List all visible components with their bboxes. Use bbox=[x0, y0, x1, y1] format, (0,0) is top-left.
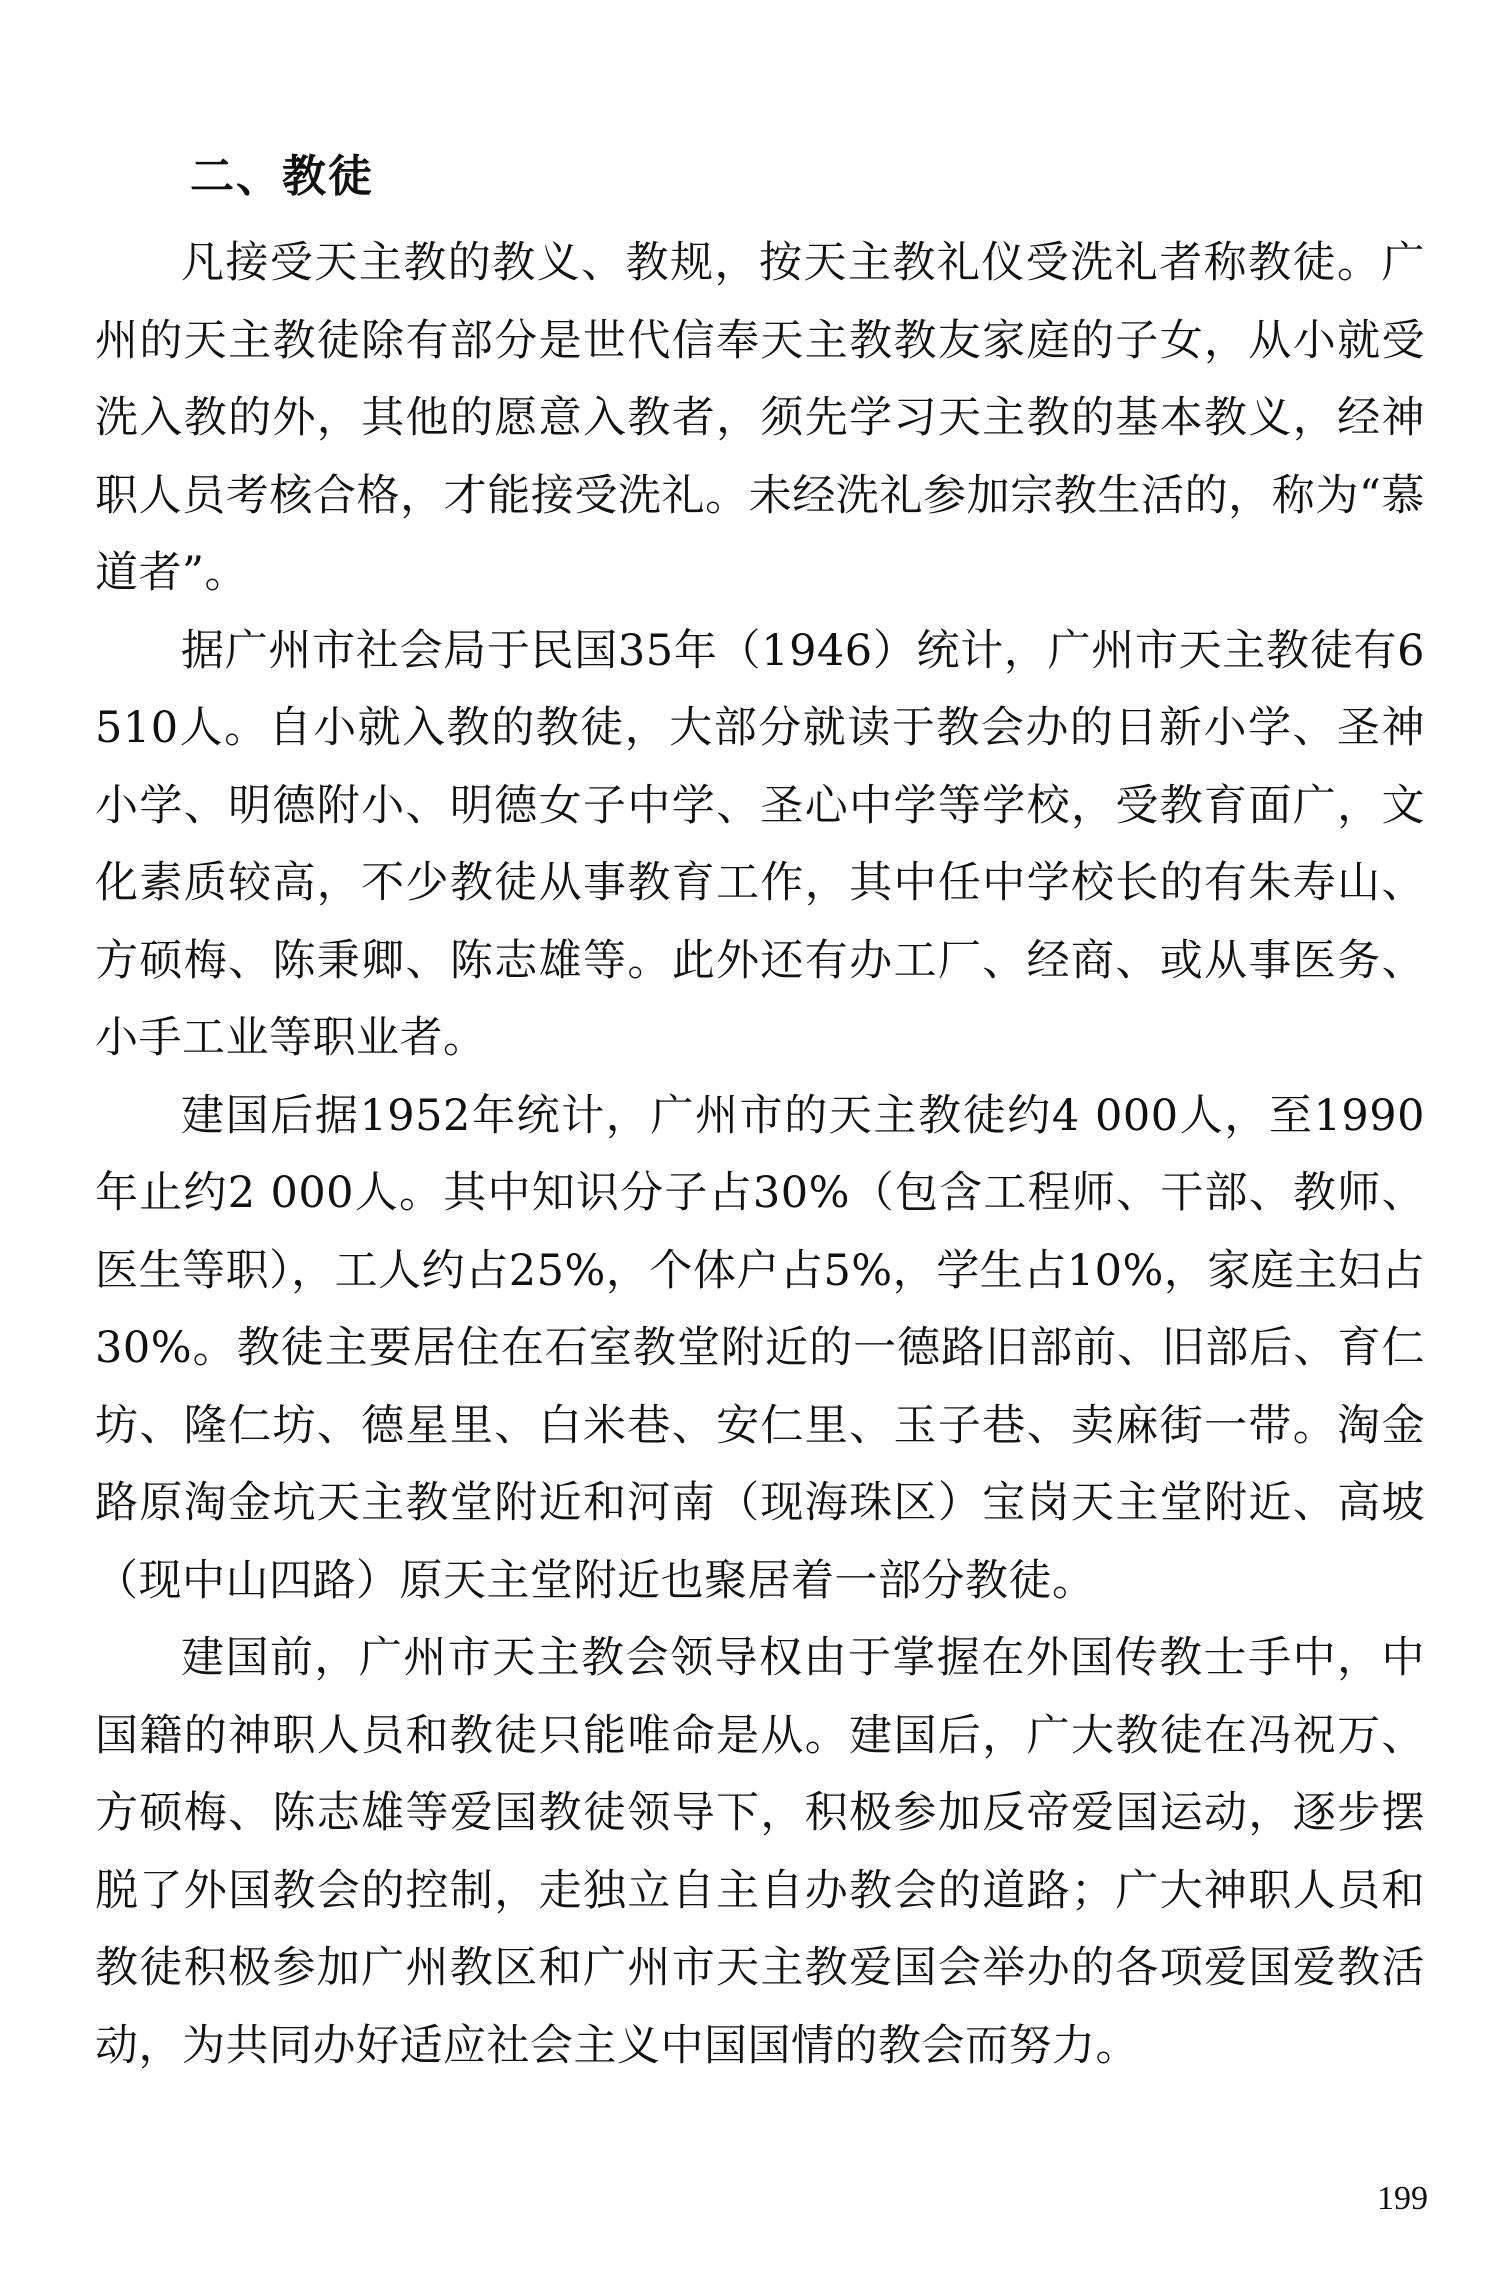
paragraph-2: 据广州市社会局于民国35年（1946）统计，广州市天主教徒有6 510人。自小就入教的教徒，大部分就读于教会办的日新小学、圣神小学、明德附小、明德女子中学、圣心中学等学校，受教育面广，文化素质较高，不少教徒从事教育工作，其中任中学校长的有朱寿山、方硕梅、陈秉卿、陈志雄等。此外还有办工厂、经商、或从事医务、小手工业等职业者。 bbox=[95, 625, 1425, 1063]
paragraph-1: 凡接受天主教的教义、教规，按天主教礼仪受洗礼者称教徒。广州的天主教徒除有部分是世代信奉天主教教友家庭的子女，从小就受洗入教的外，其他的愿意入教者，须先学习天主教的基本教义，经神职人员考核合格，才能接受洗礼。未经洗礼参加宗教生活的，称为“慕道者”。 bbox=[95, 238, 1425, 598]
page-number: 199 bbox=[1377, 2180, 1428, 2217]
paragraph-3: 建国后据1952年统计，广州市的天主教徒约4 000人，至1990年止约2 000人。其中知识分子占30%（包含工程师、干部、教师、医生等职），工人约占25%，个体户占5%，学生占10%，家庭主妇占30%。教徒主要居住在石室教堂附近的一德路旧部前、旧部后、育仁坊、隆仁坊、德星里、白米巷、安仁里、玉子巷、卖麻街一带。淘金路原淘金坑天主教堂附近和河南（现海珠区）宝岗天主堂附近、高坡（现中山四路）原天主堂附近也聚居着一部分教徒。 bbox=[95, 1090, 1425, 1606]
paragraph-4: 建国前，广州市天主教会领导权由于掌握在外国传教士手中，中国籍的神职人员和教徒只能唯命是从。建国后，广大教徒在冯祝万、方硕梅、陈志雄等爱国教徒领导下，积极参加反帝爱国运动，逐步摆脱了外国教会的控制，走独立自主自办教会的道路；广大神职人员和教徒积极参加广州教区和广州市天主教爱国会举办的各项爱国爱教活动，为共同办好适应社会主义中国国情的教会而努力。 bbox=[95, 1633, 1425, 2071]
body-text bbox=[95, 225, 1425, 2085]
section-heading: 二、教徒 bbox=[190, 151, 374, 202]
